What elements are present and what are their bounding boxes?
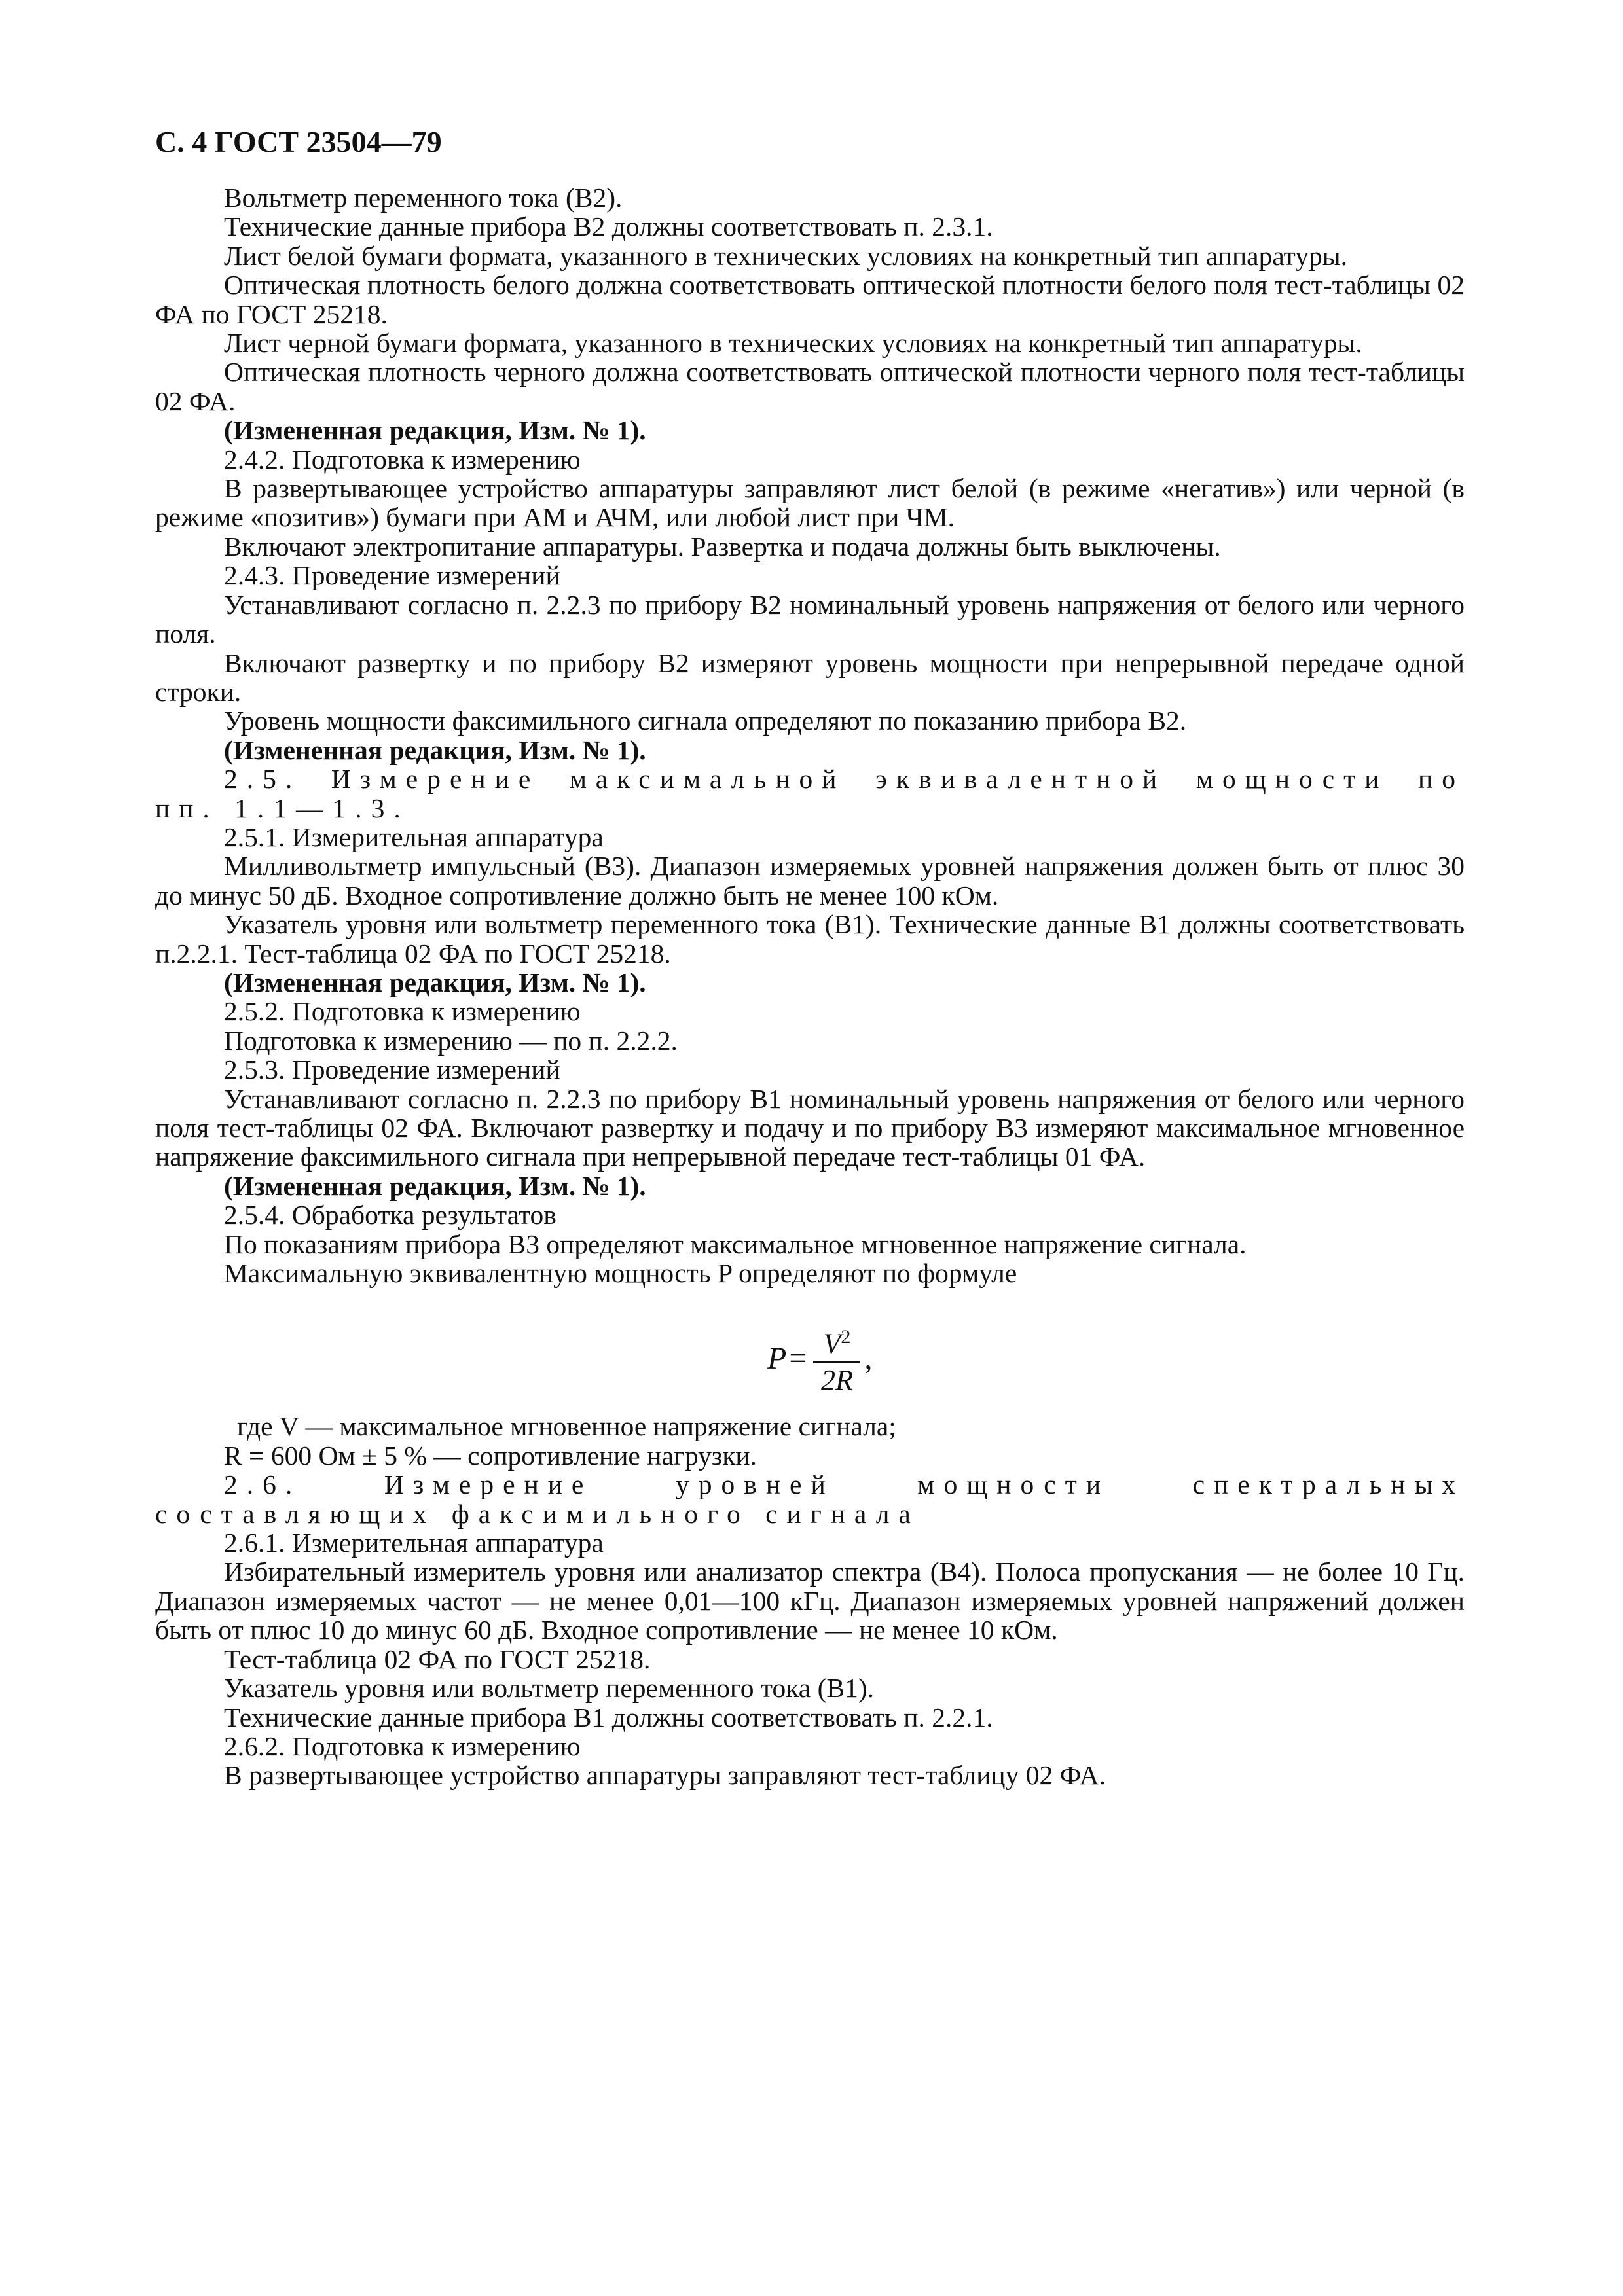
paragraph: Устанавливают согласно п. 2.2.3 по прибору В2 номинальный уровень напряжения от белого или черного поля.	[155, 589, 1465, 649]
section-heading: 2.5.2. Подготовка к измерению	[224, 996, 581, 1027]
paragraph: Оптическая плотность черного должна соответствовать оптической плотности черного поля тест-таблицы 02 ФА.	[155, 357, 1465, 416]
paragraph: Оптическая плотность белого должна соответствовать оптической плотности белого поля тест-таблицы 02 ФА по ГОСТ 25218.	[155, 270, 1465, 329]
formula-num-var: V	[823, 1328, 841, 1361]
page-header: С. 4 ГОСТ 23504—79	[155, 125, 442, 158]
formula-comma: ,	[864, 1341, 873, 1376]
paragraph: Максимальную эквивалентную мощность P определяют по формуле	[224, 1258, 1017, 1289]
paragraph: Милливольтметр импульсный (В3). Диапазон измеряемых уровней напряжения должен быть от плюс 30 до минус 50 дБ. Входное сопротивление должно быть не менее 100 кОм.	[155, 851, 1465, 910]
fraction-bar	[813, 1361, 860, 1363]
power-formula	[155, 1302, 1465, 1400]
paragraph: В развертывающее устройство аппаратуры заправляют тест-таблицу 02 ФА.	[224, 1760, 1106, 1791]
amendment-note: (Измененная редакция, Изм. № 1).	[224, 415, 646, 446]
definition-line: где V — максимальное мгновенное напряжение сигнала;	[237, 1411, 896, 1442]
section-title: 2.6. Измерение уровней мощности спектральных составляющих факсимильного сигнала	[155, 1469, 1465, 1529]
paragraph: Включают электропитание аппаратуры. Развертка и подача должны быть выключены.	[224, 531, 1221, 562]
paragraph: По показаниям прибора В3 определяют максимальное мгновенное напряжение сигнала.	[224, 1229, 1247, 1259]
paragraph: Вольтметр переменного тока (В2).	[224, 183, 623, 213]
formula-exponent: 2	[841, 1326, 851, 1348]
paragraph: Указатель уровня или вольтметр переменного тока (В1). Технические данные В1 должны соответствовать п.2.2.1. Тест-таблица 02 ФА по ГОСТ 25218.	[155, 909, 1465, 969]
document-body	[155, 183, 1465, 1790]
formula-equals: =	[789, 1341, 807, 1376]
paragraph: Лист белой бумаги формата, указанного в технических условиях на конкретный тип аппаратуры.	[224, 240, 1348, 271]
formula-fraction	[813, 1321, 860, 1396]
paragraph: Избирательный измеритель уровня или анализатор спектра (В4). Полоса пропускания — не более 10 Гц. Диапазон измеряемых частот — не менее 0,01—100 кГц. Диапазон измеряемых уровней напряжений должен быть от плюс 10 до минус 60 дБ. Входное сопротивление — не менее 10 кОм.	[155, 1556, 1465, 1645]
section-heading: 2.6.2. Подготовка к измерению	[224, 1731, 581, 1761]
paragraph: Технические данные прибора В1 должны соответствовать п. 2.2.1.	[224, 1702, 993, 1732]
amendment-note: (Измененная редакция, Изм. № 1).	[224, 734, 646, 765]
paragraph: Указатель уровня или вольтметр переменного тока (В1).	[224, 1673, 875, 1704]
formula-expression	[767, 1321, 872, 1396]
paragraph: Включают развертку и по прибору В2 измеряют уровень мощности при непрерывной передаче одной строки.	[155, 647, 1465, 707]
formula-lhs: P	[767, 1341, 787, 1376]
amendment-note: (Измененная редакция, Изм. № 1).	[224, 1170, 646, 1201]
section-heading: 2.5.3. Проведение измерений	[224, 1054, 560, 1085]
section-heading: 2.4.3. Проведение измерений	[224, 560, 560, 591]
section-heading: 2.4.2. Подготовка к измерению	[224, 444, 581, 475]
definition-line: R = 600 Ом ± 5 % — сопротивление нагрузки.	[224, 1440, 757, 1471]
paragraph: Устанавливают согласно п. 2.2.3 по прибору В1 номинальный уровень напряжения от белого или черного поля тест-таблицы 02 ФА. Включают развертку и подачу и по прибору В3 измеряют максимальное мгновенное напряжение факсимильного сигнала при непрерывной передаче тест-таблицы 01 ФА.	[155, 1083, 1465, 1172]
paragraph: Уровень мощности факсимильного сигнала определяют по показанию прибора В2.	[224, 706, 1187, 736]
paragraph: Тест-таблица 02 ФА по ГОСТ 25218.	[224, 1643, 651, 1674]
formula-numerator	[823, 1321, 850, 1360]
section-heading: 2.6.1. Измерительная аппаратура	[224, 1528, 604, 1558]
formula-denominator: 2R	[820, 1364, 853, 1397]
section-heading: 2.5.1. Измерительная аппаратура	[224, 821, 604, 852]
paragraph: Подготовка к измерению — по п. 2.2.2.	[224, 1025, 678, 1056]
amendment-note: (Измененная редакция, Изм. № 1).	[224, 967, 646, 997]
paragraph: Лист черной бумаги формата, указанного в технических условиях на конкретный тип аппаратуры.	[224, 328, 1362, 359]
section-heading: 2.5.4. Обработка результатов	[224, 1200, 556, 1230]
section-title: 2.5. Измерение максимальной эквивалентной мощности по пп. 1.1—1.3.	[155, 764, 1465, 823]
paragraph: Технические данные прибора В2 должны соответствовать п. 2.3.1.	[224, 211, 993, 242]
paragraph: В развертывающее устройство аппаратуры заправляют лист белой (в режиме «негатив») или черной (в режиме «позитив») бумаги при АМ и АЧМ, или любой лист при ЧМ.	[155, 473, 1465, 533]
